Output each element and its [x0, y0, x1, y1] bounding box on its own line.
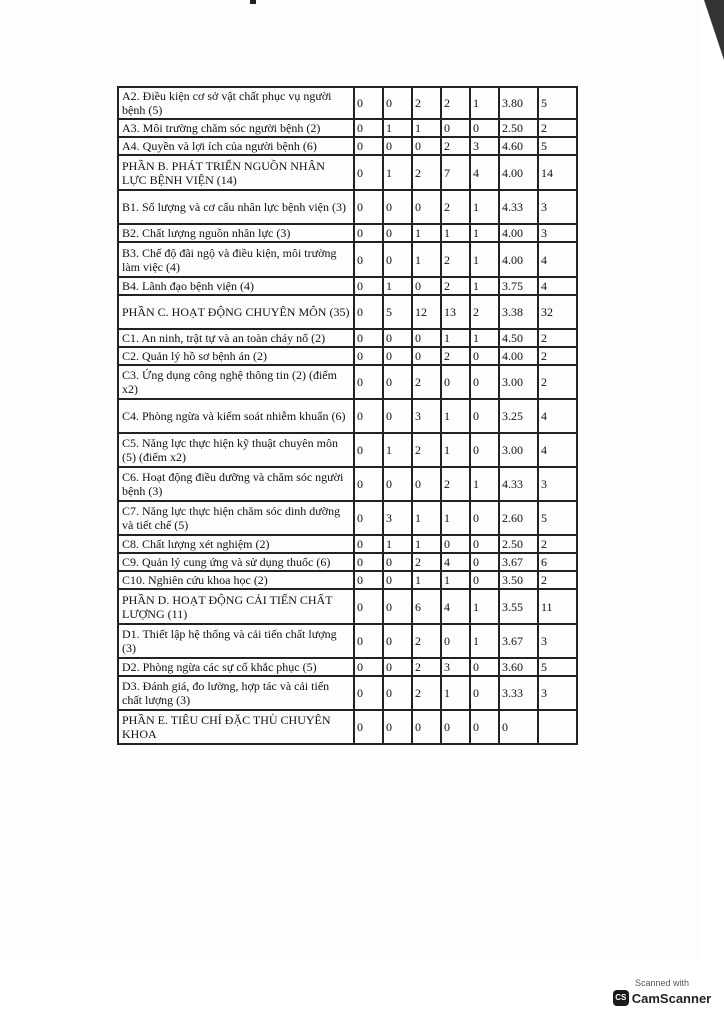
level-1-count: 0 [354, 190, 383, 224]
level-3-count: 2 [412, 155, 441, 190]
average-score: 0 [499, 710, 538, 744]
level-2-count: 0 [383, 658, 412, 676]
table-row [118, 571, 577, 589]
criterion-label: A2. Điều kiện cơ sở vật chất phục vụ người bệnh (5) [118, 87, 354, 119]
level-4-count: 1 [441, 676, 470, 710]
average-score: 4.33 [499, 190, 538, 224]
level-1-count: 0 [354, 553, 383, 571]
level-5-count: 0 [470, 535, 499, 553]
average-score: 2.60 [499, 501, 538, 535]
level-3-count: 1 [412, 242, 441, 277]
table-row [118, 119, 577, 137]
average-score: 3.50 [499, 571, 538, 589]
camscanner-logo-icon: CS [613, 990, 629, 1006]
criterion-label: B4. Lãnh đạo bệnh viện (4) [118, 277, 354, 295]
level-1-count: 0 [354, 242, 383, 277]
level-3-count: 0 [412, 329, 441, 347]
level-4-count: 13 [441, 295, 470, 329]
table-row [118, 553, 577, 571]
level-5-count: 0 [470, 365, 499, 399]
criteria-count: 3 [538, 676, 577, 710]
criteria-count: 14 [538, 155, 577, 190]
average-score: 4.00 [499, 242, 538, 277]
level-2-count: 0 [383, 676, 412, 710]
table-row [118, 155, 577, 190]
level-1-count: 0 [354, 676, 383, 710]
table-row [118, 399, 577, 433]
criteria-count: 3 [538, 467, 577, 501]
table-row [118, 589, 577, 624]
level-3-count: 2 [412, 676, 441, 710]
level-1-count: 0 [354, 137, 383, 155]
criterion-label: C4. Phòng ngừa và kiểm soát nhiễm khuẩn (6) [118, 399, 354, 433]
level-5-count: 1 [470, 624, 499, 658]
level-3-count: 0 [412, 137, 441, 155]
level-3-count: 1 [412, 119, 441, 137]
average-score: 3.60 [499, 658, 538, 676]
level-2-count: 0 [383, 347, 412, 365]
level-4-count: 1 [441, 571, 470, 589]
camscanner-brand [612, 990, 712, 1006]
level-5-count: 1 [470, 242, 499, 277]
table-row [118, 658, 577, 676]
criterion-label: C5. Năng lực thực hiện kỹ thuật chuyên môn (5) (điểm x2) [118, 433, 354, 467]
criterion-label: A3. Môi trường chăm sóc người bệnh (2) [118, 119, 354, 137]
criterion-label: D1. Thiết lập hệ thống và cải tiến chất lượng (3) [118, 624, 354, 658]
level-4-count: 0 [441, 365, 470, 399]
level-3-count: 1 [412, 224, 441, 242]
criteria-count: 32 [538, 295, 577, 329]
criteria-score-table [117, 86, 578, 745]
level-3-count: 6 [412, 589, 441, 624]
level-1-count: 0 [354, 347, 383, 365]
criteria-count: 5 [538, 87, 577, 119]
level-4-count: 1 [441, 329, 470, 347]
level-3-count: 0 [412, 277, 441, 295]
criteria-count: 2 [538, 365, 577, 399]
table-row [118, 676, 577, 710]
criterion-label: PHẦN D. HOẠT ĐỘNG CẢI TIẾN CHẤT LƯỢNG (11) [118, 589, 354, 624]
criteria-count [538, 710, 577, 744]
level-3-count: 1 [412, 535, 441, 553]
level-4-count: 1 [441, 501, 470, 535]
table-row [118, 329, 577, 347]
level-1-count: 0 [354, 295, 383, 329]
level-4-count: 0 [441, 624, 470, 658]
level-5-count: 3 [470, 137, 499, 155]
table-row [118, 224, 577, 242]
table-row [118, 190, 577, 224]
level-4-count: 2 [441, 242, 470, 277]
table-row [118, 87, 577, 119]
level-4-count: 3 [441, 658, 470, 676]
level-1-count: 0 [354, 329, 383, 347]
level-2-count: 0 [383, 190, 412, 224]
level-5-count: 1 [470, 224, 499, 242]
level-4-count: 4 [441, 553, 470, 571]
level-1-count: 0 [354, 155, 383, 190]
criteria-count: 2 [538, 571, 577, 589]
criterion-label: PHẦN B. PHÁT TRIỂN NGUỒN NHÂN LỰC BỆNH VIỆN (14) [118, 155, 354, 190]
level-4-count: 0 [441, 535, 470, 553]
level-2-count: 1 [383, 535, 412, 553]
criteria-count: 5 [538, 137, 577, 155]
level-5-count: 1 [470, 467, 499, 501]
criteria-count: 4 [538, 433, 577, 467]
level-1-count: 0 [354, 277, 383, 295]
level-3-count: 0 [412, 347, 441, 365]
level-2-count: 0 [383, 137, 412, 155]
average-score: 3.67 [499, 624, 538, 658]
criterion-label: C7. Năng lực thực hiện chăm sóc dinh dưỡng và tiết chế (5) [118, 501, 354, 535]
criterion-label: C6. Hoạt động điều dưỡng và chăm sóc người bệnh (3) [118, 467, 354, 501]
level-5-count: 0 [470, 119, 499, 137]
level-2-count: 1 [383, 155, 412, 190]
criterion-label: PHẦN E. TIÊU CHÍ ĐẶC THÙ CHUYÊN KHOA [118, 710, 354, 744]
level-2-count: 0 [383, 365, 412, 399]
level-4-count: 2 [441, 87, 470, 119]
table-row [118, 535, 577, 553]
level-4-count: 0 [441, 710, 470, 744]
criterion-label: D2. Phòng ngừa các sự cố khắc phục (5) [118, 658, 354, 676]
level-2-count: 0 [383, 87, 412, 119]
level-2-count: 0 [383, 242, 412, 277]
table-row [118, 347, 577, 365]
level-2-count: 3 [383, 501, 412, 535]
table-row [118, 242, 577, 277]
level-5-count: 0 [470, 399, 499, 433]
average-score: 4.50 [499, 329, 538, 347]
level-5-count: 1 [470, 329, 499, 347]
level-1-count: 0 [354, 87, 383, 119]
criteria-count: 4 [538, 277, 577, 295]
average-score: 3.67 [499, 553, 538, 571]
level-1-count: 0 [354, 624, 383, 658]
level-1-count: 0 [354, 710, 383, 744]
level-4-count: 2 [441, 137, 470, 155]
level-2-count: 0 [383, 710, 412, 744]
average-score: 3.55 [499, 589, 538, 624]
level-4-count: 0 [441, 119, 470, 137]
level-5-count: 0 [470, 676, 499, 710]
level-5-count: 4 [470, 155, 499, 190]
level-3-count: 12 [412, 295, 441, 329]
level-2-count: 0 [383, 329, 412, 347]
criteria-count: 4 [538, 242, 577, 277]
criteria-count: 3 [538, 190, 577, 224]
criterion-label: C3. Ứng dụng công nghệ thông tin (2) (điểm x2) [118, 365, 354, 399]
level-4-count: 4 [441, 589, 470, 624]
criteria-count: 2 [538, 329, 577, 347]
criterion-label: B3. Chế độ đãi ngộ và điều kiện, môi trường làm việc (4) [118, 242, 354, 277]
level-2-count: 0 [383, 624, 412, 658]
criteria-count: 2 [538, 535, 577, 553]
average-score: 3.25 [499, 399, 538, 433]
average-score: 3.00 [499, 365, 538, 399]
criteria-count: 2 [538, 347, 577, 365]
level-3-count: 2 [412, 624, 441, 658]
average-score: 4.60 [499, 137, 538, 155]
table-row [118, 433, 577, 467]
level-3-count: 0 [412, 710, 441, 744]
average-score: 3.00 [499, 433, 538, 467]
level-1-count: 0 [354, 501, 383, 535]
level-2-count: 1 [383, 277, 412, 295]
level-3-count: 0 [412, 190, 441, 224]
level-5-count: 0 [470, 658, 499, 676]
level-4-count: 1 [441, 433, 470, 467]
scanned-with-text: Scanned with [634, 978, 690, 988]
level-1-count: 0 [354, 589, 383, 624]
level-3-count: 0 [412, 467, 441, 501]
level-3-count: 2 [412, 433, 441, 467]
average-score: 3.80 [499, 87, 538, 119]
scan-shadow-corner [704, 0, 724, 60]
average-score: 2.50 [499, 119, 538, 137]
criterion-label: C1. An ninh, trật tự và an toàn cháy nổ (2) [118, 329, 354, 347]
average-score: 4.33 [499, 467, 538, 501]
level-3-count: 2 [412, 658, 441, 676]
level-5-count: 0 [470, 710, 499, 744]
level-4-count: 2 [441, 347, 470, 365]
level-2-count: 0 [383, 224, 412, 242]
level-5-count: 1 [470, 87, 499, 119]
level-4-count: 1 [441, 224, 470, 242]
level-1-count: 0 [354, 365, 383, 399]
criterion-label: D3. Đánh giá, đo lường, hợp tác và cải tiến chất lượng (3) [118, 676, 354, 710]
criteria-count: 3 [538, 624, 577, 658]
camscanner-name: CamScanner [631, 990, 712, 1006]
level-5-count: 1 [470, 589, 499, 624]
level-1-count: 0 [354, 535, 383, 553]
level-2-count: 0 [383, 589, 412, 624]
level-4-count: 2 [441, 190, 470, 224]
criteria-count: 5 [538, 658, 577, 676]
level-4-count: 2 [441, 467, 470, 501]
level-5-count: 0 [470, 571, 499, 589]
table-row [118, 467, 577, 501]
level-4-count: 7 [441, 155, 470, 190]
table-row [118, 624, 577, 658]
criteria-count: 11 [538, 589, 577, 624]
level-1-count: 0 [354, 224, 383, 242]
table-row [118, 137, 577, 155]
level-2-count: 1 [383, 119, 412, 137]
table-row [118, 710, 577, 744]
criteria-count: 3 [538, 224, 577, 242]
criterion-label: B2. Chất lượng nguồn nhân lực (3) [118, 224, 354, 242]
criterion-label: C8. Chất lượng xét nghiệm (2) [118, 535, 354, 553]
level-3-count: 2 [412, 553, 441, 571]
average-score: 2.50 [499, 535, 538, 553]
level-1-count: 0 [354, 571, 383, 589]
criterion-label: C9. Quản lý cung ứng và sử dụng thuốc (6) [118, 553, 354, 571]
level-2-count: 5 [383, 295, 412, 329]
table-row [118, 365, 577, 399]
level-3-count: 2 [412, 365, 441, 399]
level-5-count: 0 [470, 347, 499, 365]
level-2-count: 0 [383, 553, 412, 571]
average-score: 3.33 [499, 676, 538, 710]
level-2-count: 0 [383, 399, 412, 433]
level-2-count: 0 [383, 467, 412, 501]
level-3-count: 2 [412, 87, 441, 119]
level-2-count: 0 [383, 571, 412, 589]
table-row [118, 277, 577, 295]
level-5-count: 2 [470, 295, 499, 329]
average-score: 4.00 [499, 347, 538, 365]
criteria-count: 2 [538, 119, 577, 137]
level-5-count: 0 [470, 433, 499, 467]
level-4-count: 1 [441, 399, 470, 433]
scan-edge-mark [250, 0, 256, 4]
table-row [118, 501, 577, 535]
level-1-count: 0 [354, 433, 383, 467]
average-score: 4.00 [499, 155, 538, 190]
level-5-count: 1 [470, 277, 499, 295]
level-3-count: 3 [412, 399, 441, 433]
level-2-count: 1 [383, 433, 412, 467]
level-5-count: 0 [470, 553, 499, 571]
level-5-count: 0 [470, 501, 499, 535]
level-3-count: 1 [412, 571, 441, 589]
level-1-count: 0 [354, 119, 383, 137]
criterion-label: A4. Quyền và lợi ích của người bệnh (6) [118, 137, 354, 155]
level-1-count: 0 [354, 658, 383, 676]
criterion-label: B1. Số lượng và cơ cấu nhân lực bệnh viện (3) [118, 190, 354, 224]
camscanner-badge [612, 974, 712, 1014]
criteria-count: 5 [538, 501, 577, 535]
criteria-count: 4 [538, 399, 577, 433]
criteria-count: 6 [538, 553, 577, 571]
average-score: 4.00 [499, 224, 538, 242]
table-row [118, 295, 577, 329]
average-score: 3.75 [499, 277, 538, 295]
level-4-count: 2 [441, 277, 470, 295]
criterion-label: C2. Quản lý hồ sơ bệnh án (2) [118, 347, 354, 365]
criterion-label: PHẦN C. HOẠT ĐỘNG CHUYÊN MÔN (35) [118, 295, 354, 329]
level-5-count: 1 [470, 190, 499, 224]
level-1-count: 0 [354, 399, 383, 433]
criterion-label: C10. Nghiên cứu khoa học (2) [118, 571, 354, 589]
level-1-count: 0 [354, 467, 383, 501]
level-3-count: 1 [412, 501, 441, 535]
average-score: 3.38 [499, 295, 538, 329]
